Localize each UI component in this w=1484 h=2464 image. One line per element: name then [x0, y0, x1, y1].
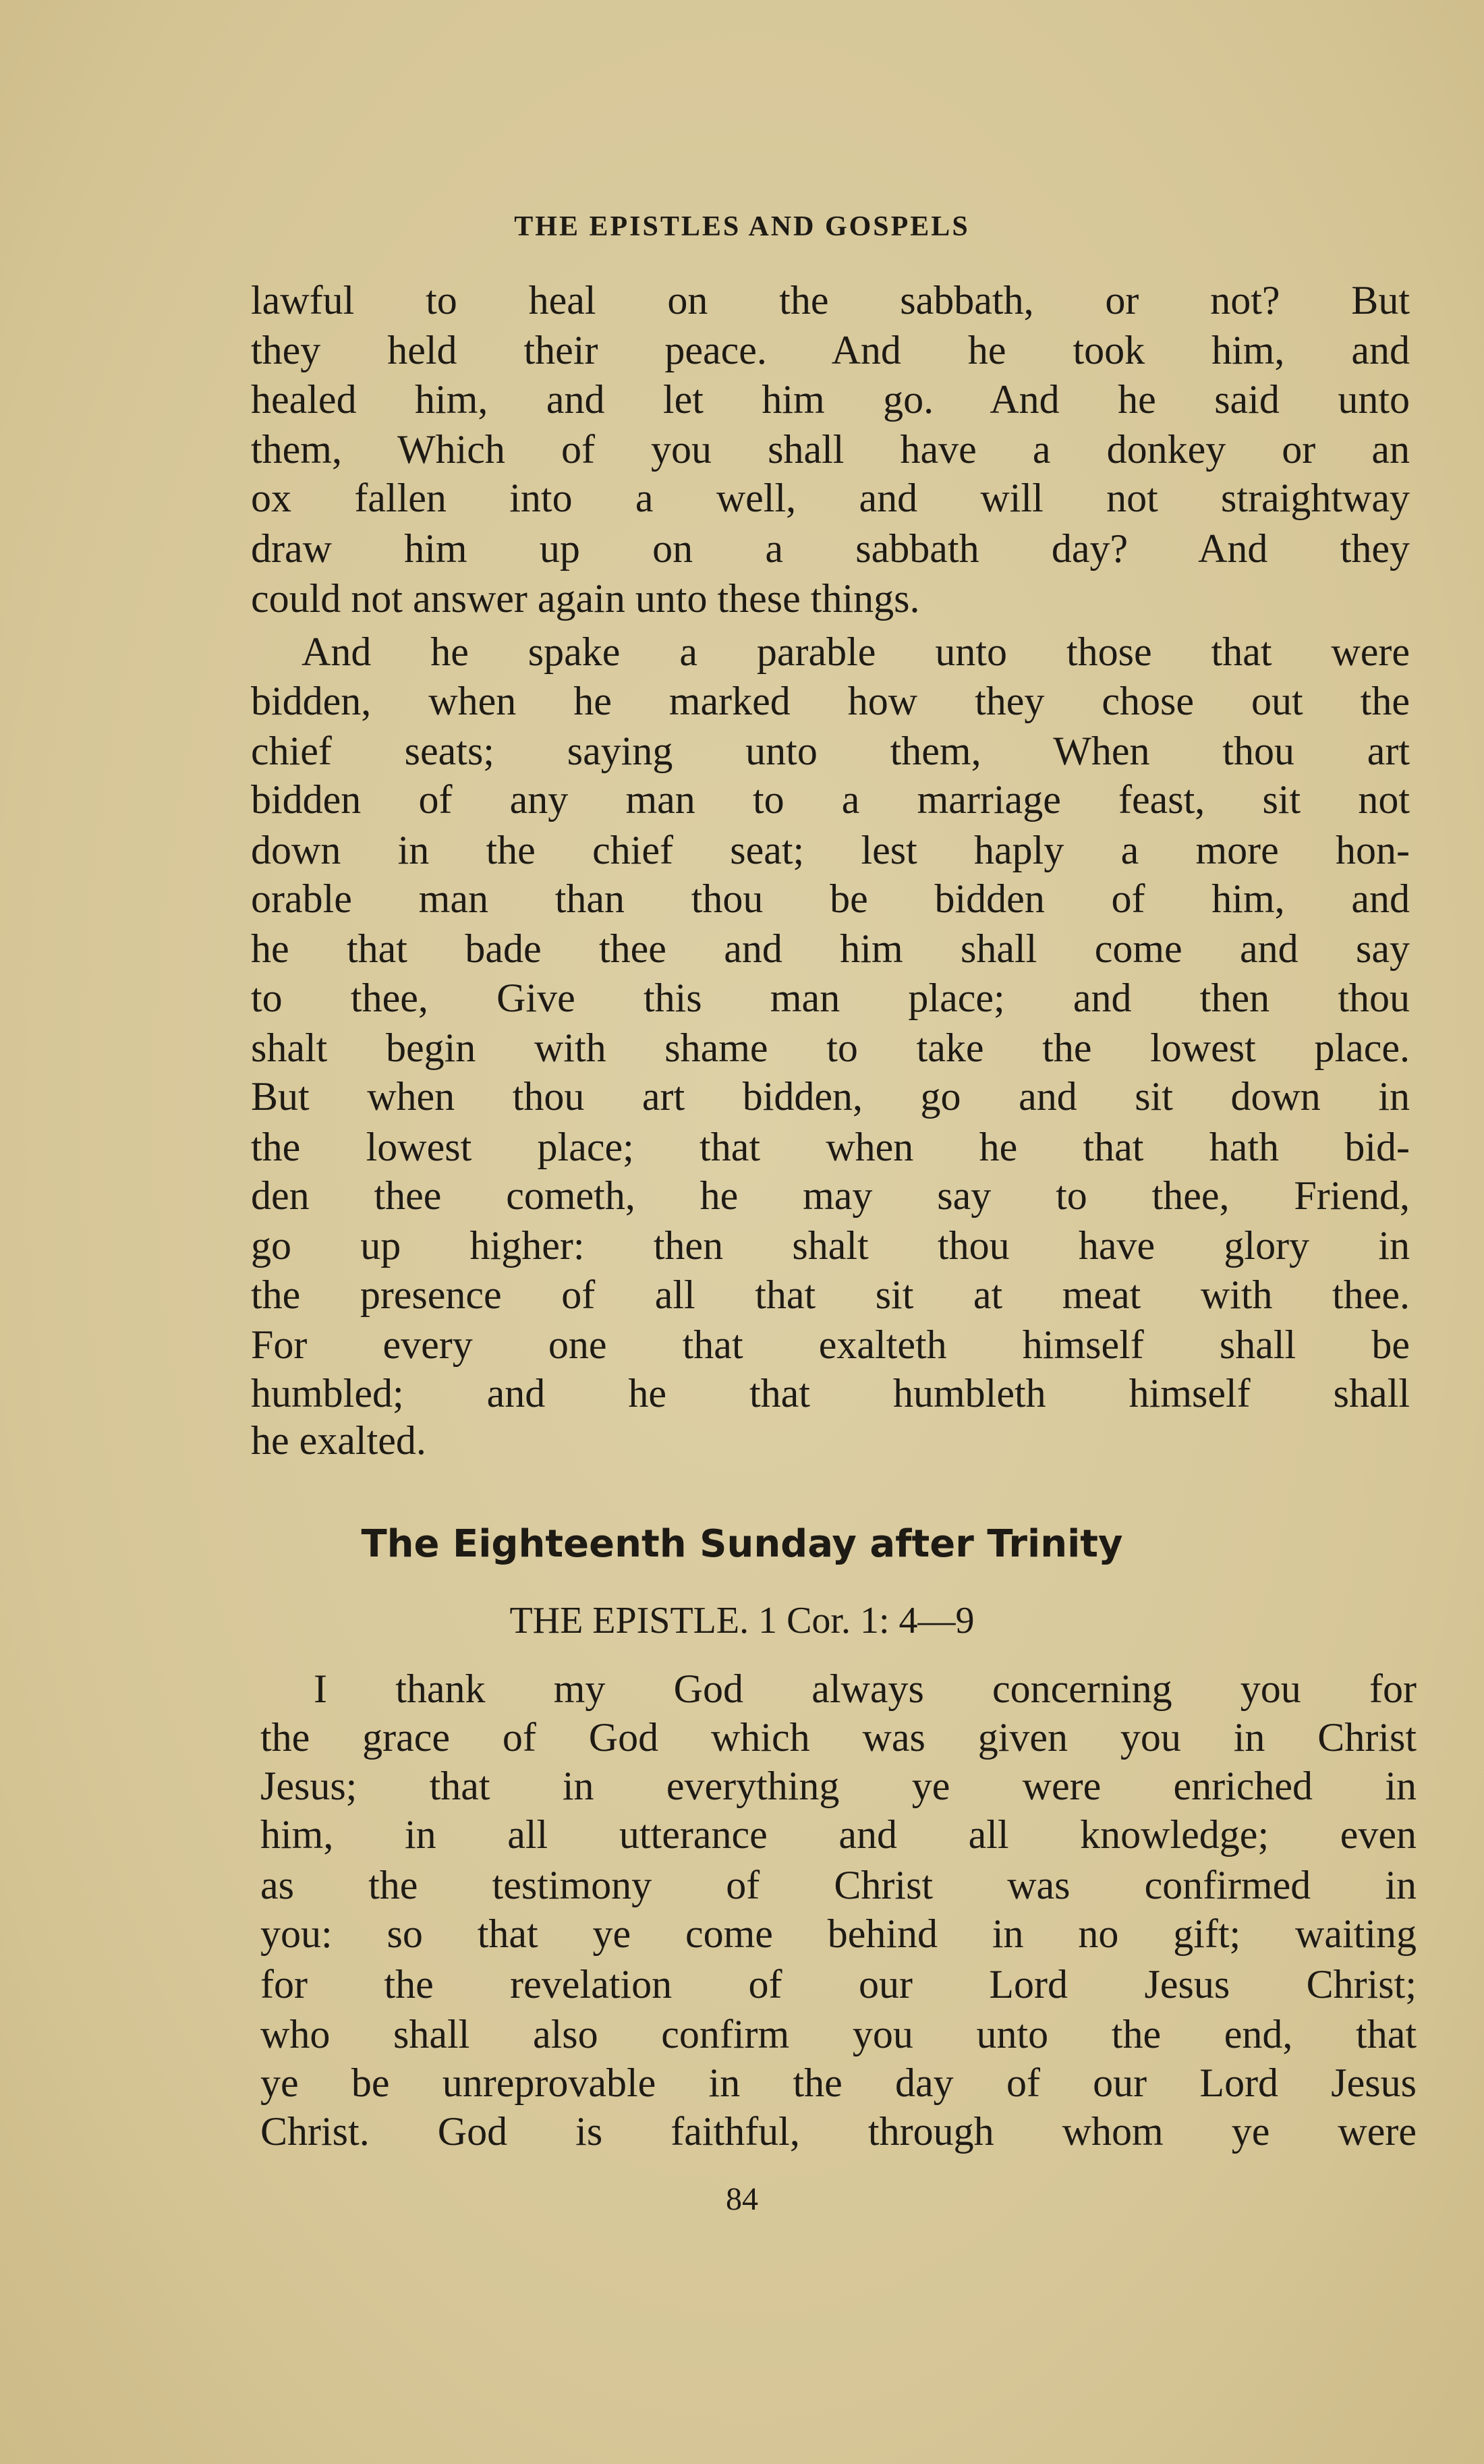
text-line: he that bade thee and him shall come and say [251, 926, 1410, 971]
text-line: him, in all utterance and all knowledge; even [260, 1812, 1417, 1857]
text-line: go up higher: then shalt thou have glory in [251, 1223, 1410, 1268]
text-line: But when thou art bidden, go and sit down in [251, 1074, 1410, 1119]
text-line: ox fallen into a well, and will not straightway [251, 476, 1410, 520]
text-line: healed him, and let him go. And he said unto [251, 377, 1410, 422]
text-line: chief seats; saying unto them, When thou art [251, 729, 1410, 773]
section-subheading: THE EPISTLE. 1 Cor. 1: 4—9 [509, 1600, 975, 1642]
text-line: the lowest place; that when he that hath bid- [251, 1125, 1410, 1169]
text-line: they held their peace. And he took him, and [251, 328, 1410, 372]
text-line: bidden of any man to a marriage feast, sit not [251, 777, 1410, 822]
text-line: ye be unreprovable in the day of our Lord Jesus [260, 2061, 1417, 2105]
text-line: you: so that ye come behind in no gift; waiting [260, 1911, 1417, 1956]
text-line: orable man than thou be bidden of him, and [251, 876, 1410, 921]
text-line: could not answer again unto these things. [251, 576, 920, 621]
text-line: den thee cometh, he may say to thee, Friend, [251, 1173, 1410, 1218]
text-line: lawful to heal on the sabbath, or not? But [251, 278, 1410, 323]
text-line: bidden, when he marked how they chose out the [251, 679, 1410, 723]
text-line: down in the chief seat; lest haply a more hon- [251, 828, 1410, 872]
page-number: 84 [726, 2181, 758, 2217]
section-heading: The Eighteenth Sunday after Trinity [361, 1522, 1123, 1566]
text-line: I thank my God always concerning you for [314, 1667, 1417, 1711]
text-line: as the testimony of Christ was confirmed in [260, 1863, 1417, 1907]
text-line: to thee, Give this man place; and then thou [251, 976, 1410, 1020]
text-line: shalt begin with shame to take the lowest place. [251, 1026, 1410, 1070]
text-line: And he spake a parable unto those that were [302, 629, 1410, 674]
text-line: for the revelation of our Lord Jesus Christ; [260, 1962, 1417, 2007]
text-line: the grace of God which was given you in Christ [260, 1715, 1417, 1760]
text-line: Christ. God is faithful, through whom ye were [260, 2109, 1417, 2154]
text-line: draw him up on a sabbath day? And they [251, 526, 1410, 571]
running-head: THE EPISTLES AND GOSPELS [514, 211, 970, 242]
text-line: who shall also confirm you unto the end, that [260, 2012, 1417, 2056]
text-line: them, Which of you shall have a donkey or an [251, 427, 1410, 472]
text-line: humbled; and he that humbleth himself shall [251, 1371, 1410, 1416]
text-line: Jesus; that in everything ye were enriched in [260, 1764, 1417, 1808]
text-line: the presence of all that sit at meat with thee. [251, 1272, 1410, 1317]
text-line: he exalted. [251, 1418, 426, 1463]
text-line: For every one that exalteth himself shall be [251, 1322, 1410, 1367]
